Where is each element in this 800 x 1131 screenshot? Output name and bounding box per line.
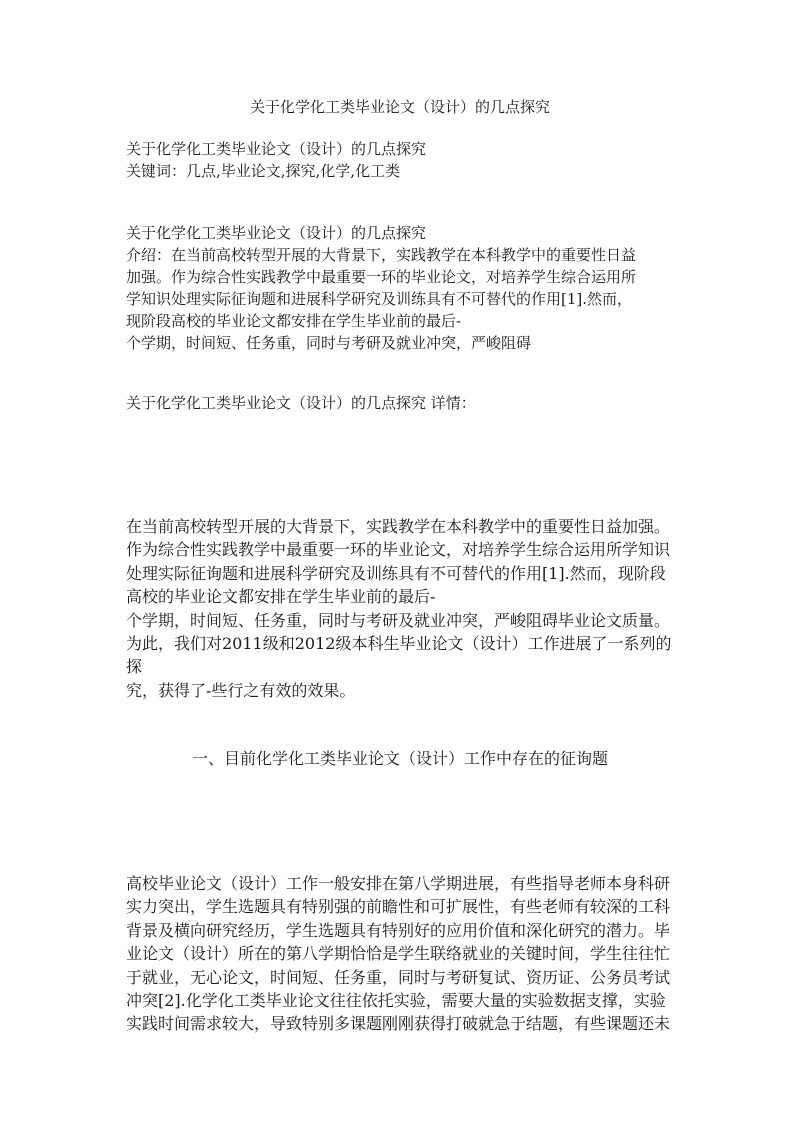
header-block [126, 138, 674, 182]
paragraph-line: 究，获得了-些行之有效的效果。 [126, 680, 356, 700]
paragraph-line: 业论文（设计）所在的第八学期恰恰是学生联络就业的关键时间，学生往往忙 [126, 944, 671, 964]
intro-line: 现阶段高校的毕业论文都安排在学生毕业前的最后- [126, 312, 462, 330]
keywords-line: 关键词：几点,毕业论文,探究,化学,化工类 [126, 162, 401, 180]
paragraph-line: 于就业，无心论文，时间短、任务重，同时与考研复试、资历证、公务员考试 [126, 967, 671, 987]
intro-line: 介绍：在当前高校转型开展的大背景下，实践教学在本科教学中的重要性日益 [126, 246, 637, 264]
header-title-line: 关于化学化工类毕业论文（设计）的几点探究 [126, 140, 427, 158]
page-title: 关于化学化工类毕业论文（设计）的几点探究 [249, 98, 550, 116]
paragraph-line: 高校的毕业论文都安排在学生毕业前的最后- [126, 587, 436, 607]
paragraph-line: 作为综合性实践教学中最重要一环的毕业论文，对培养学生综合运用所学知识 [126, 540, 671, 560]
paragraph-line: 在当前高校转型开展的大背景下，实践教学在本科教学中的重要性日益加强。 [126, 517, 671, 536]
paragraph-line: 背景及横向研究经历，学生选题具有特别好的应用价值和深化研究的潜力。毕 [126, 920, 671, 940]
paragraph-line: 个学期，时间短、任务重，同时与考研及就业冲突，严峻阻碍毕业论文质量。 [126, 610, 671, 630]
intro-line: 加强。作为综合性实践教学中最重要一环的毕业论文，对培养学生综合运用所 [126, 268, 637, 286]
intro-block [126, 222, 674, 354]
paragraph-line: 实践时间需求较大，导致特别多课题刚刚获得打破就急于结题，有些课题还未 [126, 1014, 671, 1034]
paragraph-line: 处理实际征询题和进展科学研究及训练具有不可替代的作用[1].然而，现阶段 [126, 563, 666, 583]
section-heading: 一、目前化学化工类毕业论文（设计）工作中存在的征询题 [191, 749, 608, 768]
details-heading-text: 关于化学化工类毕业论文（设计）的几点探究 详情： [126, 394, 476, 412]
intro-line: 学知识处理实际征询题和进展科学研究及训练具有不可替代的作用[1].然而， [126, 290, 633, 308]
paragraph-line: 为此，我们对2011级和2012级本科生毕业论文（设计）工作进展了一系列的探 [126, 634, 672, 677]
intro-line: 个学期，时间短、任务重，同时与考研及就业冲突，严峻阻碍 [126, 334, 532, 352]
paragraph-line: 实力突出，学生选题具有特别强的前瞻性和可扩展性，有些老师有较深的工科 [126, 897, 671, 917]
intro-heading: 关于化学化工类毕业论文（设计）的几点探究 [126, 224, 427, 242]
paragraph-line: 冲突[2].化学化工类毕业论文往往依托实验，需要大量的实验数据支撑，实验 [126, 991, 666, 1011]
details-heading [126, 392, 674, 414]
paragraph-line: 高校毕业论文（设计）工作一般安排在第八学期进展，有些指导老师本身科研 [126, 874, 671, 893]
body-paragraph-1 [126, 515, 674, 702]
body-paragraph-2 [126, 872, 674, 1036]
